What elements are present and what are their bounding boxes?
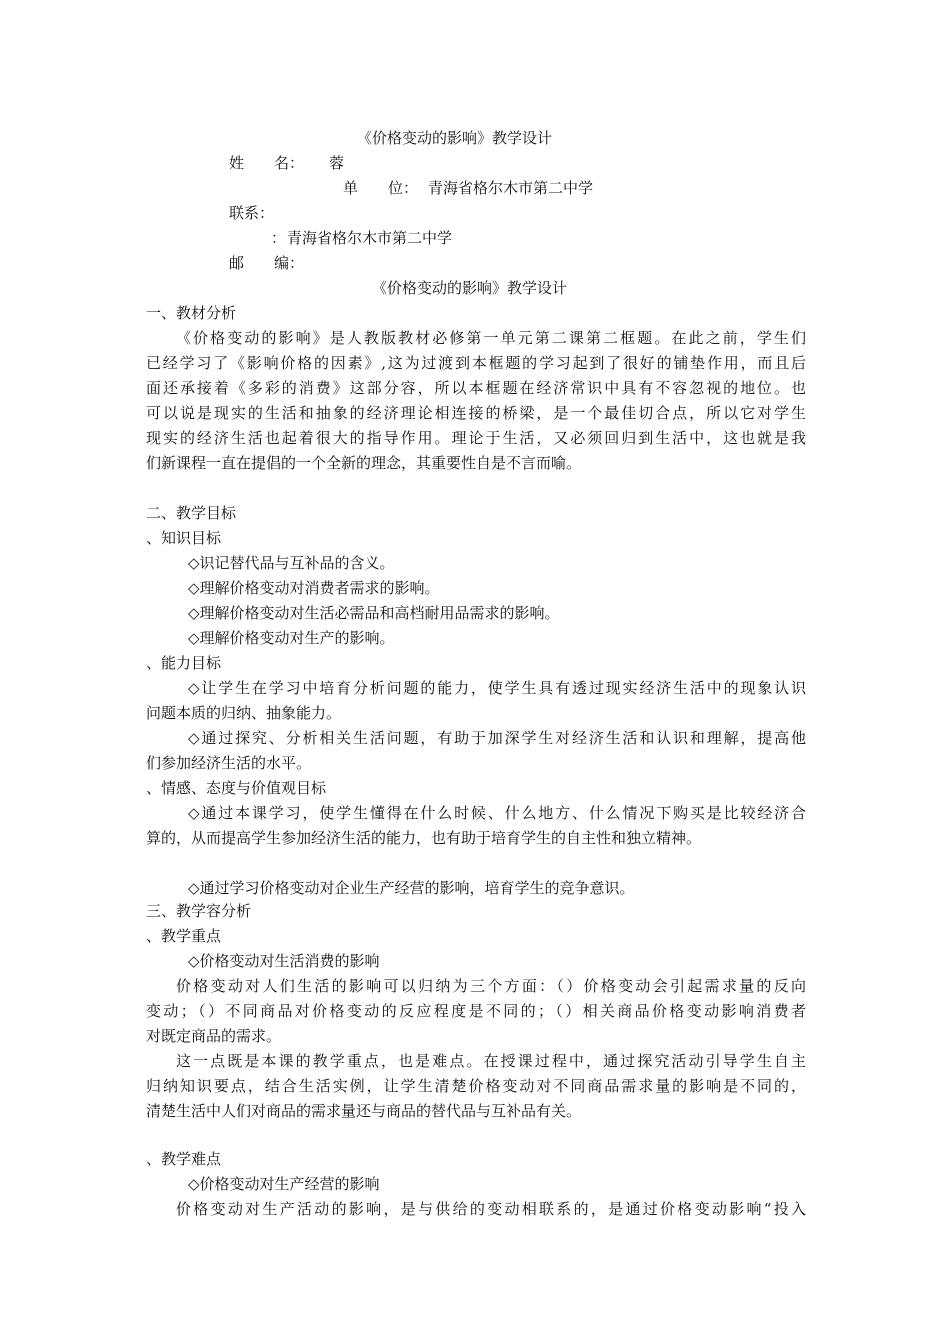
name-value: 蓉: [329, 154, 345, 172]
name-label: 姓 名：: [229, 154, 305, 172]
list-item: ◇理解价格变动对生活必需品和高档耐用品需求的影响。: [188, 604, 560, 622]
postcode-label: 邮 编：: [229, 254, 305, 272]
list-item: ◇理解价格变动对消费者需求的影响。: [188, 579, 440, 597]
paragraph-line: 们新课程一直在提倡的一个全新的理念，其重要性自是不言而喻。: [146, 454, 582, 472]
section-heading-content-analysis: 三、教学容分析: [146, 902, 252, 920]
paragraph-line: ◇通过本课学习，使学生懂得在什么时候、什么地方、什么情况下购买是比较经济合: [188, 804, 806, 822]
section-heading-material-analysis: 一、教材分析: [146, 304, 237, 322]
document-title-top: 《价格变动的影响》教学设计: [357, 129, 553, 147]
section-heading-teaching-goals: 二、教学目标: [146, 504, 237, 522]
paragraph-line: 价格变动对人们生活的影响可以归纳为三个方面：（）价格变动会引起需求量的反向: [176, 977, 806, 995]
paragraph-line: 清楚生活中人们对商品的需求量还与商品的替代品与互补品有关。: [146, 1102, 582, 1120]
paragraph-line: 已经学习了《影响价格的因素》,这为过渡到本框题的学习起到了很好的铺垫作用，而且后: [146, 354, 806, 372]
unit-value: 青海省格尔木市第二中学: [428, 179, 594, 197]
paragraph-line: 这一点既是本课的教学重点，也是难点。在授课过程中，通过探究活动引导学生自主: [176, 1052, 806, 1070]
paragraph-line: 现实的经济生活也起着很大的指导作用。理论于生活，又必须回归到生活中，这也就是我: [146, 429, 806, 447]
document-title-main: 《价格变动的影响》教学设计: [372, 279, 568, 297]
list-item: ◇理解价格变动对生产的影响。: [188, 629, 395, 647]
list-item: ◇通过学习价格变动对企业生产经营的影响，培育学生的竞争意识。: [188, 879, 635, 897]
paragraph-line: 面还承接着《多彩的消费》这部分容，所以本框题在经济常识中具有不容忽视的地位。也: [146, 379, 806, 397]
list-item: ◇价格变动对生产经营的影响: [188, 1175, 380, 1193]
subheading-teaching-focus: 、教学重点: [146, 927, 222, 945]
paragraph-line: 问题本质的归纳、抽象能力。: [146, 704, 342, 722]
address-value: 青海省格尔木市第二中学: [287, 229, 453, 247]
subheading-ability-goals: 、能力目标: [146, 654, 222, 672]
unit-label: 单 位：: [343, 179, 419, 197]
paragraph-line: 算的，从而提高学生参加经济生活的能力，也有助于培育学生的自主性和独立精神。: [146, 829, 702, 847]
paragraph-line: ◇让学生在学习中培育分析问题的能力，使学生具有透过现实经济生活中的现象认识: [188, 679, 806, 697]
list-item: ◇价格变动对生活消费的影响: [188, 952, 380, 970]
contact-label: 联系：: [229, 204, 275, 222]
paragraph-line: ◇通过探究、分析相关生活问题，有助于加深学生对经济生活和认识和理解，提高他: [188, 729, 806, 747]
paragraph-line: 变动；（）不同商品对价格变动的反应程度是不同的；（）相关商品价格变动影响消费者: [146, 1002, 806, 1020]
list-item: ◇识记替代品与互补品的含义。: [188, 554, 395, 572]
paragraph-line: 价格变动对生产活动的影响，是与供给的变动相联系的，是通过价格变动影响“投入: [176, 1200, 806, 1218]
paragraph-line: 归纳知识要点，结合生活实例，让学生清楚价格变动对不同商品需求量的影响是不同的，: [146, 1077, 806, 1095]
subheading-knowledge-goals: 、知识目标: [146, 529, 222, 547]
address-prefix: ：: [271, 229, 287, 247]
paragraph-line: 可以说是现实的生活和抽象的经济理论相连接的桥梁，是一个最佳切合点，所以它对学生: [146, 404, 806, 422]
subheading-emotion-goals: 、情感、态度与价值观目标: [146, 779, 327, 797]
paragraph-line: 《价格变动的影响》是人教版教材必修第一单元第二课第二框题。在此之前，学生们: [176, 329, 806, 347]
paragraph-line: 对既定商品的需求。: [146, 1027, 282, 1045]
paragraph-line: 们参加经济生活的水平。: [146, 754, 312, 772]
subheading-teaching-difficulty: 、教学难点: [146, 1150, 222, 1168]
